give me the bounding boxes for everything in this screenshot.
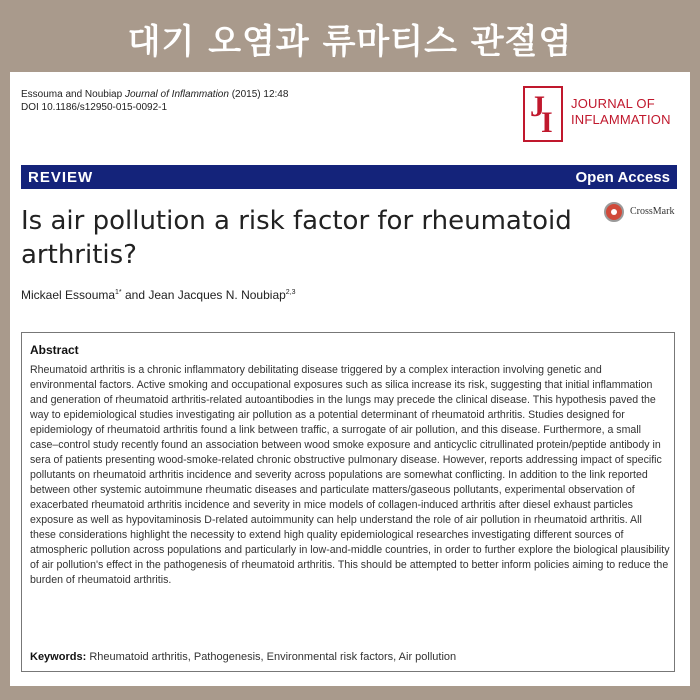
abstract-heading: Abstract [30, 343, 79, 357]
author-2-affiliation: 2,3 [285, 289, 296, 296]
citation-details: (2015) 12:48 [231, 89, 289, 100]
author-1: Mickael Essouma [21, 288, 116, 302]
author-joiner: and [125, 288, 146, 302]
keywords [30, 651, 670, 663]
journal-logo [523, 86, 681, 142]
open-access-label: Open Access [575, 169, 670, 186]
section-bar [21, 165, 677, 189]
section-label: REVIEW [28, 169, 94, 186]
journal-logo-line1: JOURNAL OF [571, 96, 655, 111]
banner-title: 대기 오염과 류마티스 관절염 [127, 22, 573, 62]
author-2: Jean Jacques N. Noubiap [148, 288, 286, 302]
authors [21, 288, 296, 302]
abstract-text: Rheumatoid arthritis is a chronic inflammatory debilitating disease triggered by a complex interaction involving genetic and environmental factors. Active smoking and occupational exposures such as silica increase its risk, suggesting that initial inflammation and generation of rheumatoid arthritis-related autoantibodies in the lungs may precede the clinical disease. This hypothesis paved the way to epidemiological studies investigating air pollution as a potential determinant of rheumatoid arthritis. Studies designed for epidemiology of rheumatoid arthritis found a link between traffic, a surrogate of air pollution, and this disease. Furthermore, a small case–control study recently found an association between wood smoke exposure and anticyclic citrullinated protein/peptide antibody in sera of patients presenting wood-smoke-related chronic obstructive pulmonary disease. However, reports addressing impact of specific pollutants on rheumatoid arthritis incidence and severity across populations are somewhat conflicting. In addition to the link reported between other systemic autoimmune rheumatic diseases and particulate matters/gaseous pollutants, experimental observation of exacerbated rheumatoid arthritis incidence and severity in mice models of collagen-induced arthritis after diesel exhaust particles exposure as well as hypovitaminosis D-related autoimmunity can help understand the role of air pollution in rheumatoid arthritis. All these considerations highlight the necessity to extend high quality epidemiological researches investigating different sources of atmospheric pollution across populations and particularly in low-and-middle countries, in order to further explore the biological plausibility of air pollution's effect in the pathogenesis of rheumatoid arthritis. This should be attempted to better inform policies aiming to reduce the burden of rheumatoid arthritis. [30, 364, 670, 586]
keywords-label: Keywords: [30, 651, 87, 663]
journal-logo-mark-icon: J I [523, 86, 563, 142]
citation-authors: Essouma and Noubiap [21, 89, 123, 100]
doi: DOI 10.1186/s12950-015-0092-1 [21, 102, 168, 113]
paper-page [10, 72, 690, 686]
paper-title: Is air pollution a risk factor for rheumatoid arthritis? [21, 206, 572, 270]
crossmark-label: CrossMark [630, 206, 675, 217]
keywords-list: Rheumatoid arthritis, Pathogenesis, Environmental risk factors, Air pollution [89, 651, 457, 663]
journal-logo-text [571, 96, 671, 128]
citation-journal: Journal of Inflammation [124, 89, 229, 100]
author-1-affiliation: 1* [115, 289, 122, 296]
crossmark-icon [604, 202, 624, 222]
abstract-box [21, 332, 675, 672]
journal-logo-line2: INFLAMMATION [571, 112, 671, 127]
citation [21, 88, 288, 114]
